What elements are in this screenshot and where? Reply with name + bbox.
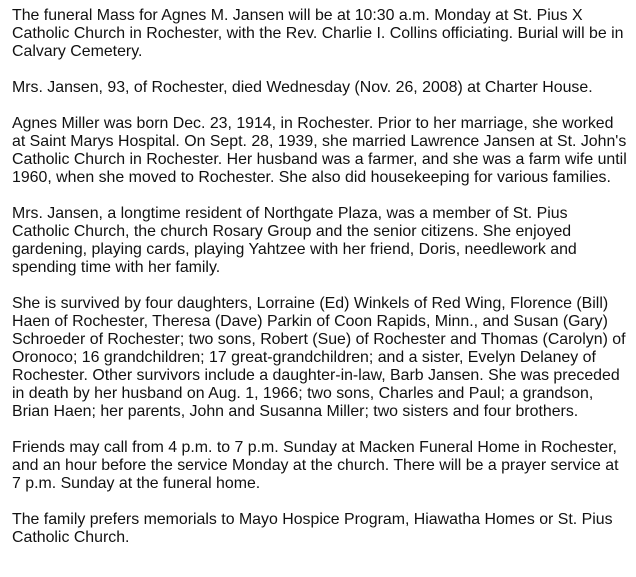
- activities-paragraph: Mrs. Jansen, a longtime resident of Northgate Plaza, was a member of St. Pius Catholic Church, the church Rosary Group and the senior citizens. She enjoyed gardening, playing cards, playing Yahtzee with her friend, Doris, needlework and spending time with her family.: [12, 205, 577, 276]
- survivors-paragraph: She is survived by four daughters, Lorraine (Ed) Winkels of Red Wing, Florence (Bill) Haen of Rochester, Theresa (Dave) Parkin of Coon Rapids, Minn., and Susan (Gary) Schroeder of Rochester; two sons, Robert (Sue) of Rochester and Thomas (Carolyn) of Oronoco; 16 grandchildren; 17 great-grandchildren; and a sister, Evelyn Delaney of Rochester. Other survivors include a daughter-in-law, Barb Jansen. She was preceded in death by her husband on Aug. 1, 1966; two sons, Charles and Paul; a grandson, Brian Haen; her parents, John and Susanna Miller; two sisters and four brothers.: [12, 295, 626, 420]
- death-notice-paragraph: Mrs. Jansen, 93, of Rochester, died Wednesday (Nov. 26, 2008) at Charter House.: [12, 79, 593, 96]
- biography-paragraph: Agnes Miller was born Dec. 23, 1914, in Rochester. Prior to her marriage, she worked at Saint Marys Hospital. On Sept. 28, 1939, she married Lawrence Jansen at St. John's Catholic Church in Rochester. Her husband was a farmer, and she was a farm wife until 1960, when she moved to Rochester. She also did housekeeping for various families.: [12, 115, 627, 186]
- funeral-mass-paragraph: The funeral Mass for Agnes M. Jansen will be at 10:30 a.m. Monday at St. Pius X Catholic Church in Rochester, with the Rev. Charlie I. Collins officiating. Burial will be in Calvary Cemetery.: [12, 7, 624, 60]
- visitation-paragraph: Friends may call from 4 p.m. to 7 p.m. Sunday at Macken Funeral Home in Rochester, and an hour before the service Monday at the church. There will be a prayer service at 7 p.m. Sunday at the funeral home.: [12, 439, 619, 492]
- memorials-paragraph: The family prefers memorials to Mayo Hospice Program, Hiawatha Homes or St. Pius Catholic Church.: [12, 511, 613, 546]
